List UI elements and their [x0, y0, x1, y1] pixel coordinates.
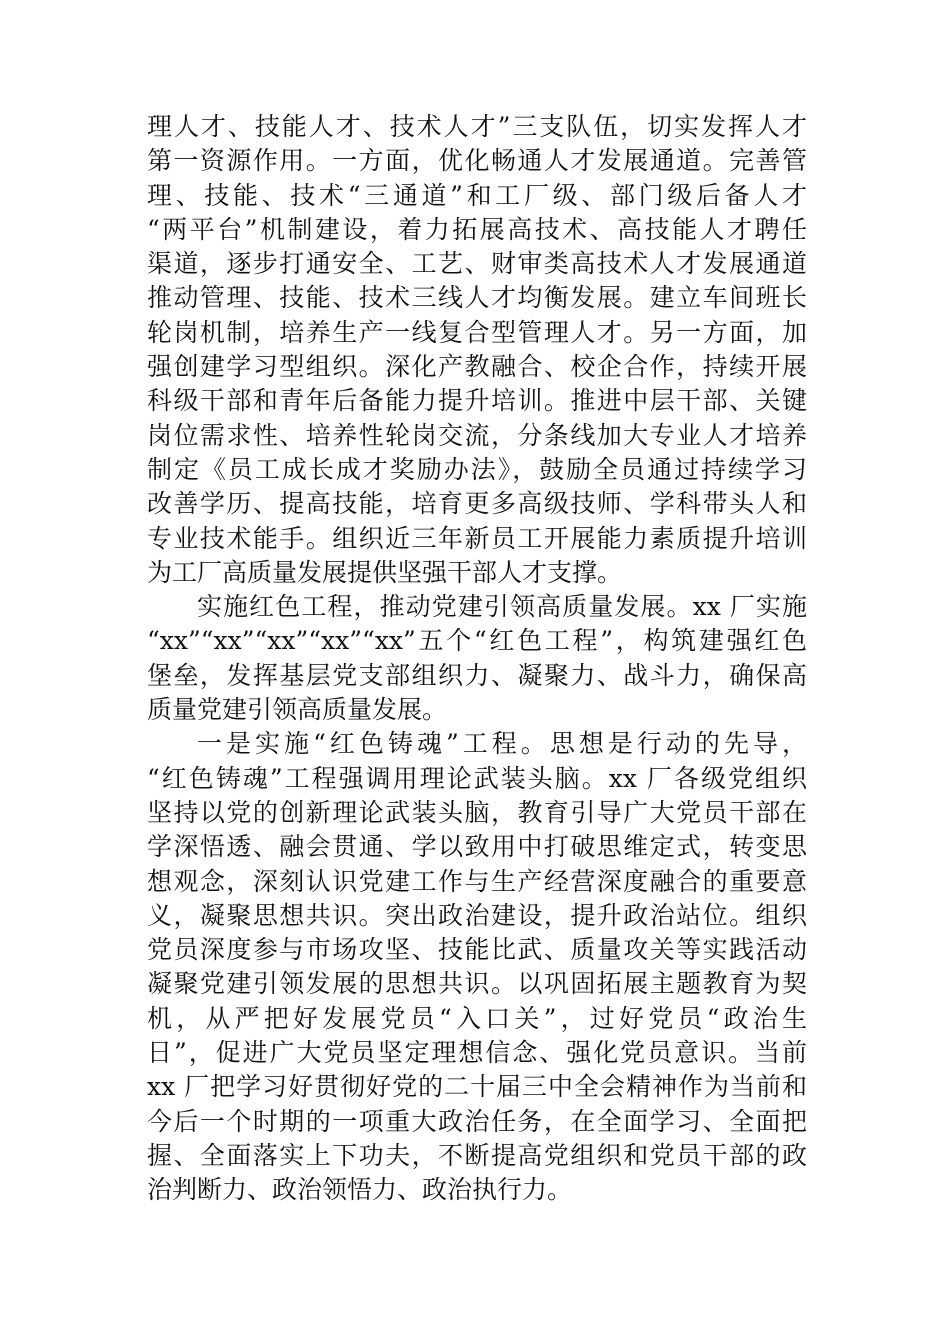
text-line: 为工厂高质量发展提供坚强干部人才支撑。: [147, 557, 623, 587]
text-line: 机，从严把好发展党员“入口关”，过好党员“政治生: [147, 1003, 807, 1033]
text-line: 凝聚党建引领发展的思想共识。以巩固拓展主题教育为契: [147, 969, 807, 999]
text-line: 今后一个时期的一项重大政治任务，在全面学习、全面把: [147, 1106, 807, 1136]
text-line: “红色铸魂”工程强调用理论武装头脑。xx 厂各级党组织: [147, 763, 807, 793]
paragraph-start-line: 一是实施“红色铸魂”工程。思想是行动的先导，: [197, 729, 807, 759]
text-line: 学深悟透、融会贯通、学以致用中打破思维定式，转变思: [147, 832, 807, 862]
text-line: 理、技能、技术“三通道”和工厂级、部门级后备人才: [147, 180, 807, 210]
text-line: 理人才、技能人才、技术人才”三支队伍，切实发挥人才: [147, 112, 807, 141]
text-line: 坚持以党的创新理论武装头脑，教育引导广大党员干部在: [147, 797, 807, 827]
text-line: 握、全面落实上下功夫，不断提高党组织和党员干部的政: [147, 1140, 807, 1170]
text-line: 制定《员工成长成才奖励办法》，鼓励全员通过持续学习: [147, 454, 807, 484]
text-line: 强创建学习型组织。深化产教融合、校企合作，持续开展: [147, 352, 807, 382]
text-line: 科级干部和青年后备能力提升培训。推进中层干部、关键: [147, 386, 807, 416]
text-line: 改善学历、提高技能，培育更多高级技师、学科带头人和: [147, 489, 807, 519]
text-line: 第一资源作用。一方面，优化畅通人才发展通道。完善管: [147, 146, 807, 176]
text-line: 渠道，逐步打通安全、工艺、财审类高技术人才发展通道: [147, 249, 807, 279]
text-line: 专业技术能手。组织近三年新员工开展能力素质提升培训: [147, 523, 807, 553]
text-line: 岗位需求性、培养性轮岗交流，分条线加大专业人才培养: [147, 420, 807, 450]
text-line: 轮岗机制，培养生产一线复合型管理人才。另一方面，加: [147, 317, 807, 347]
body-text: [147, 110, 807, 1208]
text-line: “两平台”机制建设，着力拓展高技术、高技能人才聘任: [147, 214, 807, 244]
text-line: 质量党建引领高质量发展。: [147, 695, 448, 725]
text-line: 义，凝聚思想共识。突出政治建设，提升政治站位。组织: [147, 900, 807, 930]
text-line: 日”，促进广大党员坚定理想信念、强化党员意识。当前: [147, 1038, 807, 1068]
text-line: 党员深度参与市场攻坚、技能比武、质量攻关等实践活动: [147, 935, 807, 965]
text-line: 想观念，深刻认识党建工作与生产经营深度融合的重要意: [147, 866, 807, 896]
text-line: xx 厂把学习好贯彻好党的二十届三中全会精神作为当前和: [147, 1072, 807, 1102]
text-line: 治判断力、政治领悟力、政治执行力。: [147, 1175, 573, 1205]
text-line: 推动管理、技能、技术三线人才均衡发展。建立车间班长: [147, 283, 807, 313]
text-line: 堡垒，发挥基层党支部组织力、凝聚力、战斗力，确保高: [147, 660, 807, 690]
paragraph-start-line: 实施红色工程，推动党建引领高质量发展。xx 厂实施: [197, 592, 807, 622]
text-line: “xx”“xx”“xx”“xx”“xx”五个“红色工程”，构筑建强红色: [147, 626, 807, 656]
